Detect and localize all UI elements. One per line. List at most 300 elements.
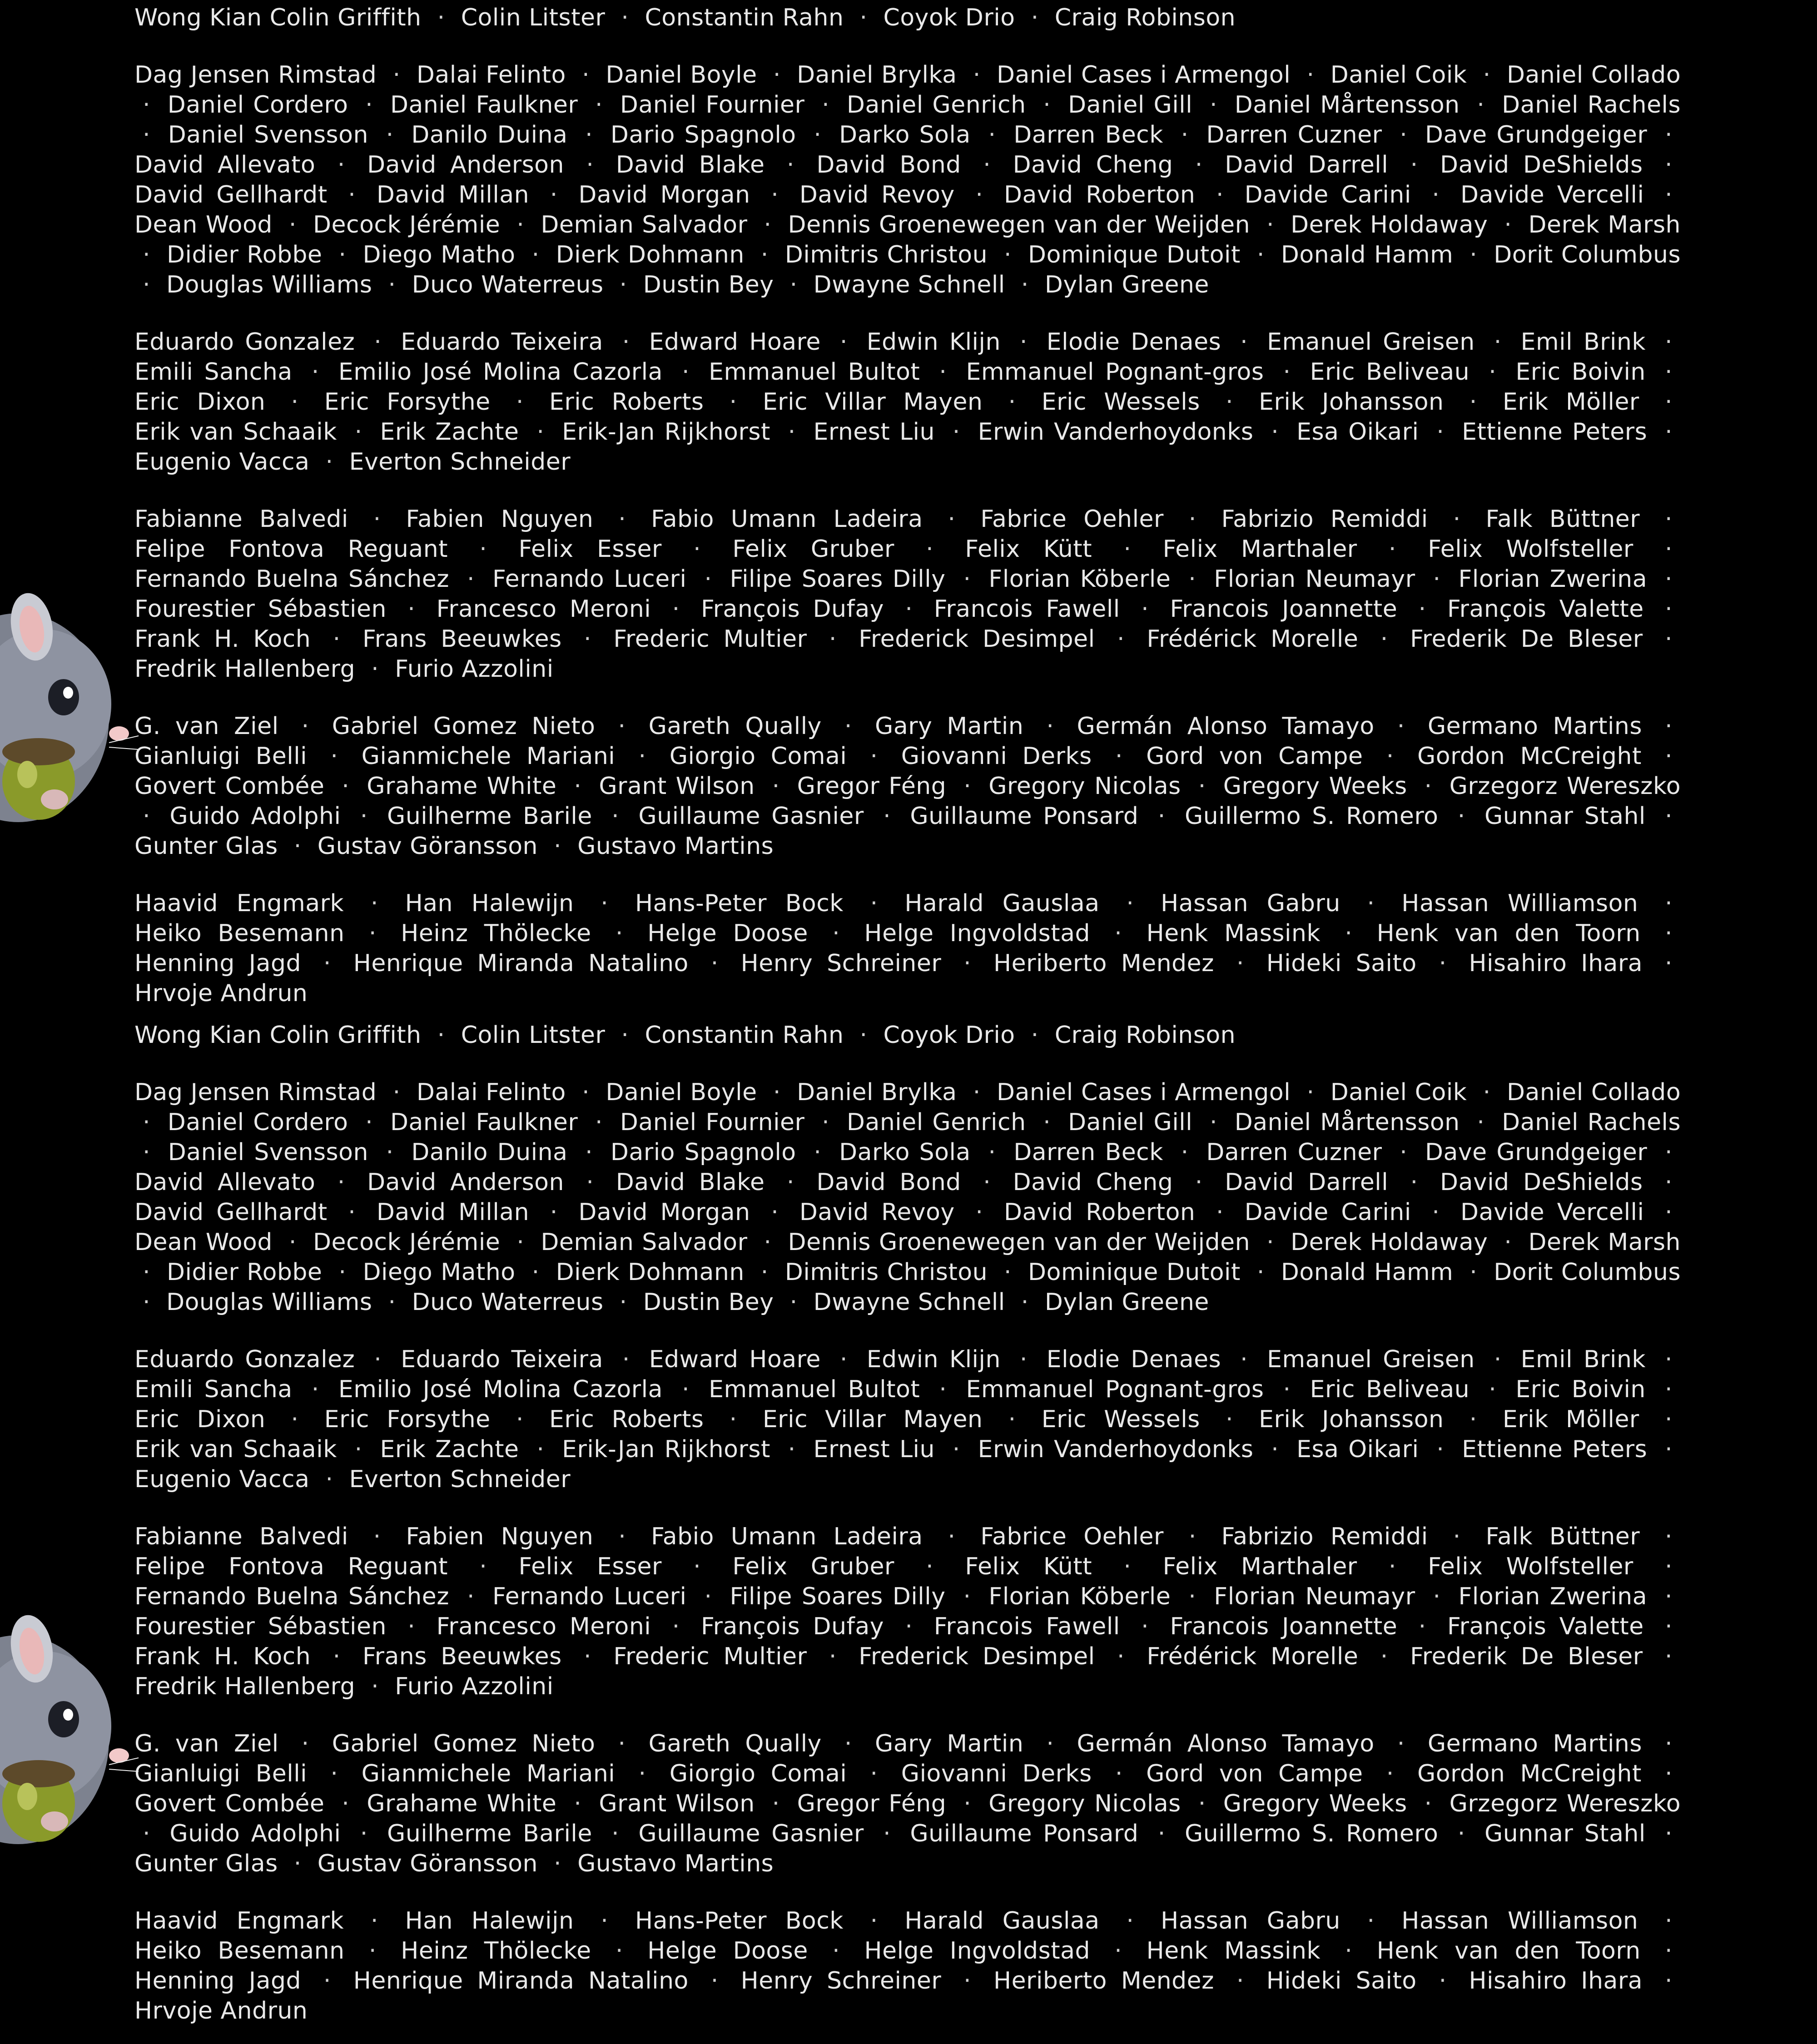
contributor-name: Daniel Fournier [620,1109,805,1136]
name-separator: · [1225,388,1233,416]
contributor-name: David Bond [816,1169,961,1196]
contributor-name: Gord von Campe [1146,1760,1363,1787]
name-separator: · [1457,1820,1465,1847]
contributor-name: Ernest Liu [813,1436,935,1463]
name-separator: · [585,1139,593,1166]
name-separator: · [638,1760,646,1787]
contributor-name: David Blake [616,151,765,179]
contributor-name: Han Halewijn [405,1907,574,1935]
name-separator: · [143,1109,151,1136]
name-separator: · [1665,506,1673,533]
contributor-name: Wong Kian Colin Griffith [134,4,422,31]
name-separator: · [611,803,620,830]
contributor-name: David Blake [616,1169,765,1196]
contributor-name: Emmanuel Pognant-gros [966,1376,1264,1403]
name-separator: · [1494,1346,1502,1373]
contributor-name: Germano Martins [1427,1730,1642,1757]
contributor-name: Florian Zwerina [1458,1583,1648,1610]
contributor-name: Gabriel Gomez Nieto [332,1730,596,1757]
contributor-name: Guilherme Barile [387,1820,592,1847]
contributor-name: Hrvoje Andrun [134,1997,308,2024]
contributor-name: David Anderson [367,151,564,179]
contributor-name: François Valette [1447,595,1644,623]
contributor-name: Fernando Buelna Sánchez [134,1583,450,1610]
name-separator: · [844,713,852,740]
name-separator: · [1665,920,1673,947]
contributor-name: Daniel Cordero [167,91,348,119]
contributor-name: Dominique Dutoit [1028,1259,1241,1286]
contributor-name: François Valette [1447,1613,1644,1640]
contributor-name: Grahame White [367,1790,557,1817]
contributor-name: Decock Jérémie [313,1229,501,1256]
contributor-name: Hassan Gabru [1161,1907,1340,1935]
contributor-name: Constantin Rahn [645,1022,844,1049]
name-separator: · [1388,1553,1396,1580]
name-separator: · [973,61,981,89]
name-separator: · [325,1466,333,1493]
contributor-name: Florian Zwerina [1458,566,1648,593]
contributor-name: Daniel Coik [1330,1079,1467,1106]
contributor-name: Edwin Klijn [866,328,1001,356]
contributor-name: Eduardo Teixeira [401,328,603,356]
contributor-name: Guillaume Ponsard [910,1820,1139,1847]
contributor-name: Gabriel Gomez Nieto [332,713,596,740]
name-separator: · [143,121,151,149]
contributor-name: François Dufay [700,1613,884,1640]
name-separator: · [1469,1259,1478,1286]
name-separator: · [963,1967,972,1994]
contributor-name: Eric Villar Mayen [762,388,983,416]
name-separator: · [348,181,356,208]
name-separator: · [143,803,151,830]
contributor-name: Dag Jensen Rimstad [134,61,377,89]
name-separator: · [1665,1553,1673,1580]
contributor-name: Henk van den Toorn [1376,1937,1641,1965]
contributor-name: Florian Neumayr [1214,566,1415,593]
contributor-name: Harald Gauslaa [904,890,1100,917]
name-separator: · [1306,61,1315,89]
contributor-name: Felix Wolfsteller [1428,536,1633,563]
contributor-name: Eric Beliveau [1310,358,1470,386]
contributor-name: Ettienne Peters [1462,418,1648,446]
contributor-name: Francois Fawell [933,1613,1120,1640]
contributor-name: Francois Fawell [933,595,1120,623]
contributor-name: Daniel Genrich [846,1109,1026,1136]
name-separator: · [1256,241,1265,268]
name-separator: · [1043,1109,1051,1136]
name-separator: · [693,1553,701,1580]
contributor-name: Dylan Greene [1044,271,1209,298]
contributor-name: Hideki Saito [1266,950,1417,977]
contributor-name: Daniel Boyle [606,1079,757,1106]
name-separator: · [1004,241,1012,268]
contributor-name: Frank H. Koch [134,1643,311,1670]
name-separator: · [1665,1613,1673,1640]
name-separator: · [704,1583,712,1610]
name-separator: · [1283,1376,1291,1403]
name-separator: · [337,1169,345,1196]
name-separator: · [288,211,297,238]
name-separator: · [586,151,594,179]
name-separator: · [1198,1790,1206,1817]
contributor-name: Eric Forsythe [324,1406,491,1433]
name-separator: · [516,211,525,238]
contributor-name: Henrique Miranda Natalino [353,950,689,977]
contributor-name: Fernando Buelna Sánchez [134,566,450,593]
name-separator: · [1021,271,1029,298]
chinchilla-mascot-icon [0,1608,141,1862]
contributor-name: Erik van Schaaik [134,418,337,446]
name-separator: · [622,328,630,356]
contributor-name: Daniel Gill [1068,91,1193,119]
name-separator: · [1489,1376,1497,1403]
contributor-name: Fabrizio Remiddi [1221,1523,1428,1550]
name-separator: · [1483,1079,1491,1106]
name-separator: · [772,773,780,800]
contributor-name: Hassan Gabru [1161,890,1340,917]
name-separator: · [814,121,822,149]
name-separator: · [1019,1346,1028,1373]
name-separator: · [1469,241,1478,268]
contributor-name: Dorit Columbus [1494,241,1681,268]
name-separator: · [407,1613,416,1640]
name-separator: · [360,803,368,830]
name-separator: · [1198,773,1206,800]
contributor-name: Henrique Miranda Natalino [353,1967,689,1994]
name-separator: · [789,271,798,298]
name-separator: · [1477,1109,1485,1136]
name-separator: · [374,328,382,356]
name-separator: · [619,1289,627,1316]
name-separator: · [550,1199,558,1226]
contributor-name: Germán Alonso Tamayo [1077,1730,1375,1757]
contributor-name: Erik Möller [1502,1406,1639,1433]
contributor-name: Fabien Nguyen [406,1523,594,1550]
name-separator: · [786,151,794,179]
contributor-name: Donald Hamm [1281,241,1454,268]
contributor-name: Hisahiro Ihara [1469,1967,1643,1994]
name-separator: · [829,1643,837,1670]
name-separator: · [771,181,779,208]
credits-panel-bottom [0,1022,1817,2044]
name-separator: · [1665,1199,1673,1226]
contributor-name: Daniel Rachels [1502,1109,1681,1136]
name-separator: · [1367,1907,1375,1935]
name-separator: · [1424,773,1432,800]
contributor-name: Eduardo Teixeira [401,1346,603,1373]
name-separator: · [1453,506,1461,533]
name-separator: · [1266,211,1275,238]
contributor-name: Dennis Groenewegen van der Weijden [788,1229,1251,1256]
credits-section-f [134,1522,1681,1702]
contributor-name: Filipe Soares Dilly [730,566,946,593]
contributor-name: Filipe Soares Dilly [730,1583,946,1610]
contributor-name: Dario Spagnolo [610,121,796,149]
contributor-name: Guillermo S. Romero [1185,803,1439,830]
contributor-name: Giorgio Comai [669,743,847,770]
contributor-name: Frederik De Bleser [1410,1643,1643,1670]
name-separator: · [1432,1199,1440,1226]
name-separator: · [710,950,719,977]
name-separator: · [1436,1436,1445,1463]
contributor-name: Erik Johansson [1259,388,1444,416]
name-separator: · [1367,890,1375,917]
contributor-name: Frans Beeuwkes [362,1643,562,1670]
contributor-name: Dierk Dohmann [556,1259,745,1286]
contributor-name: Erwin Vanderhoydonks [978,418,1254,446]
name-separator: · [370,1907,378,1935]
contributor-name: David Revoy [799,181,955,208]
contributor-name: Daniel Svensson [168,121,368,149]
name-separator: · [1665,803,1673,830]
name-separator: · [1388,536,1396,563]
contributor-name: Fredrik Hallenberg [134,655,356,683]
name-separator: · [467,1583,475,1610]
contributor-name: Eric Roberts [549,388,704,416]
contributor-name: Felix Gruber [732,1553,894,1580]
name-separator: · [1236,1967,1244,1994]
name-separator: · [392,1079,401,1106]
name-separator: · [618,1730,626,1757]
contributor-name: Gunnar Stahl [1484,1820,1646,1847]
name-separator: · [1117,1643,1125,1670]
contributor-name: Emmanuel Pognant-gros [966,358,1264,386]
contributor-name: Gregor Féng [797,773,947,800]
name-separator: · [374,1346,382,1373]
name-separator: · [760,1259,769,1286]
name-separator: · [536,1436,545,1463]
contributor-name: Francois Joannette [1170,595,1398,623]
contributor-name: Helge Ingvoldstad [864,920,1090,947]
name-separator: · [601,1907,609,1935]
contributor-name: Frederic Multier [613,625,807,653]
name-separator: · [963,950,972,977]
contributor-name: Daniel Gill [1068,1109,1193,1136]
contributor-name: Derek Marsh [1528,211,1681,238]
contributor-name: David Millan [376,181,530,208]
name-separator: · [1665,890,1673,917]
contributor-name: Henning Jagd [134,1967,301,1994]
contributor-name: Furio Azzolini [395,1673,554,1700]
name-separator: · [939,1376,947,1403]
contributor-name: Fabrice Oehler [980,1523,1164,1550]
name-separator: · [963,1790,972,1817]
name-separator: · [365,1109,373,1136]
contributor-name: Gustav Göransson [317,1850,538,1877]
name-separator: · [373,506,381,533]
contributor-name: Esa Oikari [1296,1436,1419,1463]
name-separator: · [323,1967,331,1994]
contributor-name: Guido Adolphi [169,1820,341,1847]
contributor-name: Douglas Williams [166,1289,372,1316]
name-separator: · [1432,181,1440,208]
name-separator: · [870,890,878,917]
contributor-name: Gregory Nicolas [988,1790,1181,1817]
contributor-name: Gianluigi Belli [134,743,308,770]
name-separator: · [1665,950,1673,977]
contributor-name: Didier Robbe [167,241,323,268]
name-separator: · [983,151,991,179]
contributor-name: Fernando Luceri [492,1583,687,1610]
name-separator: · [1397,1730,1405,1757]
contributor-name: Daniel Cases i Armengol [997,1079,1291,1106]
contributor-name: Erik Möller [1502,388,1639,416]
name-separator: · [1216,1199,1224,1226]
contributor-name: Felix Marthaler [1162,1553,1357,1580]
contributor-name: Dustin Bey [643,1289,774,1316]
name-separator: · [291,1406,299,1433]
name-separator: · [1504,1229,1512,1256]
contributor-name: Gareth Qually [648,1730,822,1757]
contributor-name: Heriberto Mendez [993,950,1214,977]
contributor-name: Gareth Qually [648,713,822,740]
contributor-name: Frederick Desimpel [859,625,1095,653]
name-separator: · [1114,1937,1122,1965]
name-separator: · [973,1079,981,1106]
contributor-name: Eric Beliveau [1310,1376,1470,1403]
name-separator: · [1665,595,1673,623]
chinchilla-mascot-icon [0,586,141,840]
name-separator: · [1345,1937,1353,1965]
contributor-name: Diego Matho [362,241,516,268]
contributor-name: Eric Roberts [549,1406,704,1433]
contributor-name: Derek Marsh [1528,1229,1681,1256]
contributor-name: Gord von Campe [1146,743,1363,770]
contributor-name: Henk van den Toorn [1376,920,1641,947]
name-separator: · [1439,950,1447,977]
contributor-name: Florian Köberle [988,1583,1171,1610]
name-separator: · [1266,1229,1275,1256]
contributor-name: Darren Cuzner [1206,1139,1382,1166]
credits-section-h [134,888,1681,1008]
contributor-name: François Dufay [700,595,884,623]
contributor-name: Danilo Duina [411,1139,568,1166]
contributor-name: Fourestier Sébastien [134,1613,387,1640]
contributor-name: G. van Ziel [134,713,279,740]
contributor-name: Daniel Brylka [797,1079,957,1106]
name-separator: · [772,1790,780,1817]
name-separator: · [554,833,562,860]
name-separator: · [1664,151,1673,179]
name-separator: · [1117,625,1125,653]
contributor-name: Emanuel Greisen [1267,328,1475,356]
contributor-name: Giovanni Derks [901,1760,1092,1787]
name-separator: · [1400,121,1408,149]
name-separator: · [1031,1022,1039,1049]
contributor-name: Heriberto Mendez [993,1967,1214,1994]
name-separator: · [1665,418,1673,446]
contributor-name: Daniel Genrich [846,91,1026,119]
contributor-name: David Allevato [134,151,316,179]
name-separator: · [1380,625,1388,653]
name-separator: · [360,1820,368,1847]
contributor-name: Felipe Fontova Reguant [134,536,448,563]
name-separator: · [1345,920,1353,947]
contributor-name: Erik-Jan Rijkhorst [562,1436,770,1463]
contributor-name: Duco Waterreus [412,271,604,298]
name-separator: · [531,241,540,268]
name-separator: · [584,1643,592,1670]
contributor-name: Edward Hoare [649,328,821,356]
name-separator: · [370,890,378,917]
contributor-name: Emili Sancha [134,358,293,386]
credits-section-g [134,1729,1681,1879]
contributor-name: Eric Forsythe [324,388,491,416]
name-separator: · [1665,1436,1673,1463]
contributor-name: Darren Cuzner [1206,121,1382,149]
contributor-name: Eric Boivin [1515,358,1646,386]
contributor-name: Erik Zachte [380,1436,519,1463]
name-separator: · [870,743,878,770]
name-separator: · [952,418,960,446]
contributor-name: Helge Doose [647,920,808,947]
contributor-name: Haavid Engmark [134,890,344,917]
contributor-name: Daniel Mårtensson [1234,91,1460,119]
name-separator: · [1665,1139,1673,1166]
name-separator: · [1439,1967,1447,1994]
name-separator: · [963,566,971,593]
credits-section-e [134,327,1681,477]
contributor-name: David Millan [376,1199,530,1226]
name-separator: · [1123,536,1132,563]
name-separator: · [618,506,626,533]
contributor-name: Constantin Rahn [645,4,844,31]
name-separator: · [1115,1760,1123,1787]
contributor-name: Henk Massink [1146,920,1321,947]
name-separator: · [988,1139,996,1166]
contributor-name: Daniel Faulkner [390,91,578,119]
contributor-name: Daniel Collado [1506,1079,1681,1106]
contributor-name: Gregory Weeks [1223,1790,1407,1817]
credits-section-c [134,3,1681,33]
contributor-name: Eugenio Vacca [134,448,310,476]
name-separator: · [516,1229,525,1256]
credits-section-d [134,1077,1681,1317]
name-separator: · [1195,151,1203,179]
name-separator: · [870,1907,878,1935]
name-separator: · [814,1139,822,1166]
name-separator: · [354,1436,362,1463]
contributor-name: Erwin Vanderhoydonks [978,1436,1254,1463]
contributor-name: Dave Grundgeiger [1425,121,1648,149]
contributor-name: Wong Kian Colin Griffith [134,1022,422,1049]
name-separator: · [143,1139,151,1166]
contributor-name: Gordon McCreight [1417,1760,1642,1787]
contributor-name: Dorit Columbus [1494,1259,1681,1286]
name-separator: · [1665,1583,1673,1610]
name-separator: · [574,773,582,800]
contributor-name: Hassan Williamson [1401,890,1638,917]
name-separator: · [988,121,996,149]
contributor-name: Elodie Denaes [1046,1346,1221,1373]
name-separator: · [1665,713,1673,740]
contributor-name: Felipe Fontova Reguant [134,1553,448,1580]
contributor-name: Grzegorz Wereszko [1449,1790,1681,1817]
contributor-name: Frederick Desimpel [859,1643,1095,1670]
name-separator: · [1665,566,1673,593]
name-separator: · [330,743,338,770]
name-separator: · [1665,1820,1673,1847]
contributor-name: Falk Büttner [1485,1523,1640,1550]
contributor-name: Emmanuel Bultot [709,358,920,386]
name-separator: · [1424,1790,1432,1817]
name-separator: · [926,536,934,563]
contributor-name: Henry Schreiner [740,950,942,977]
contributor-name: Dominique Dutoit [1028,241,1241,268]
contributor-name: Gustavo Martins [577,833,774,860]
contributor-name: Henry Schreiner [740,1967,942,1994]
contributor-name: Han Halewijn [405,890,574,917]
